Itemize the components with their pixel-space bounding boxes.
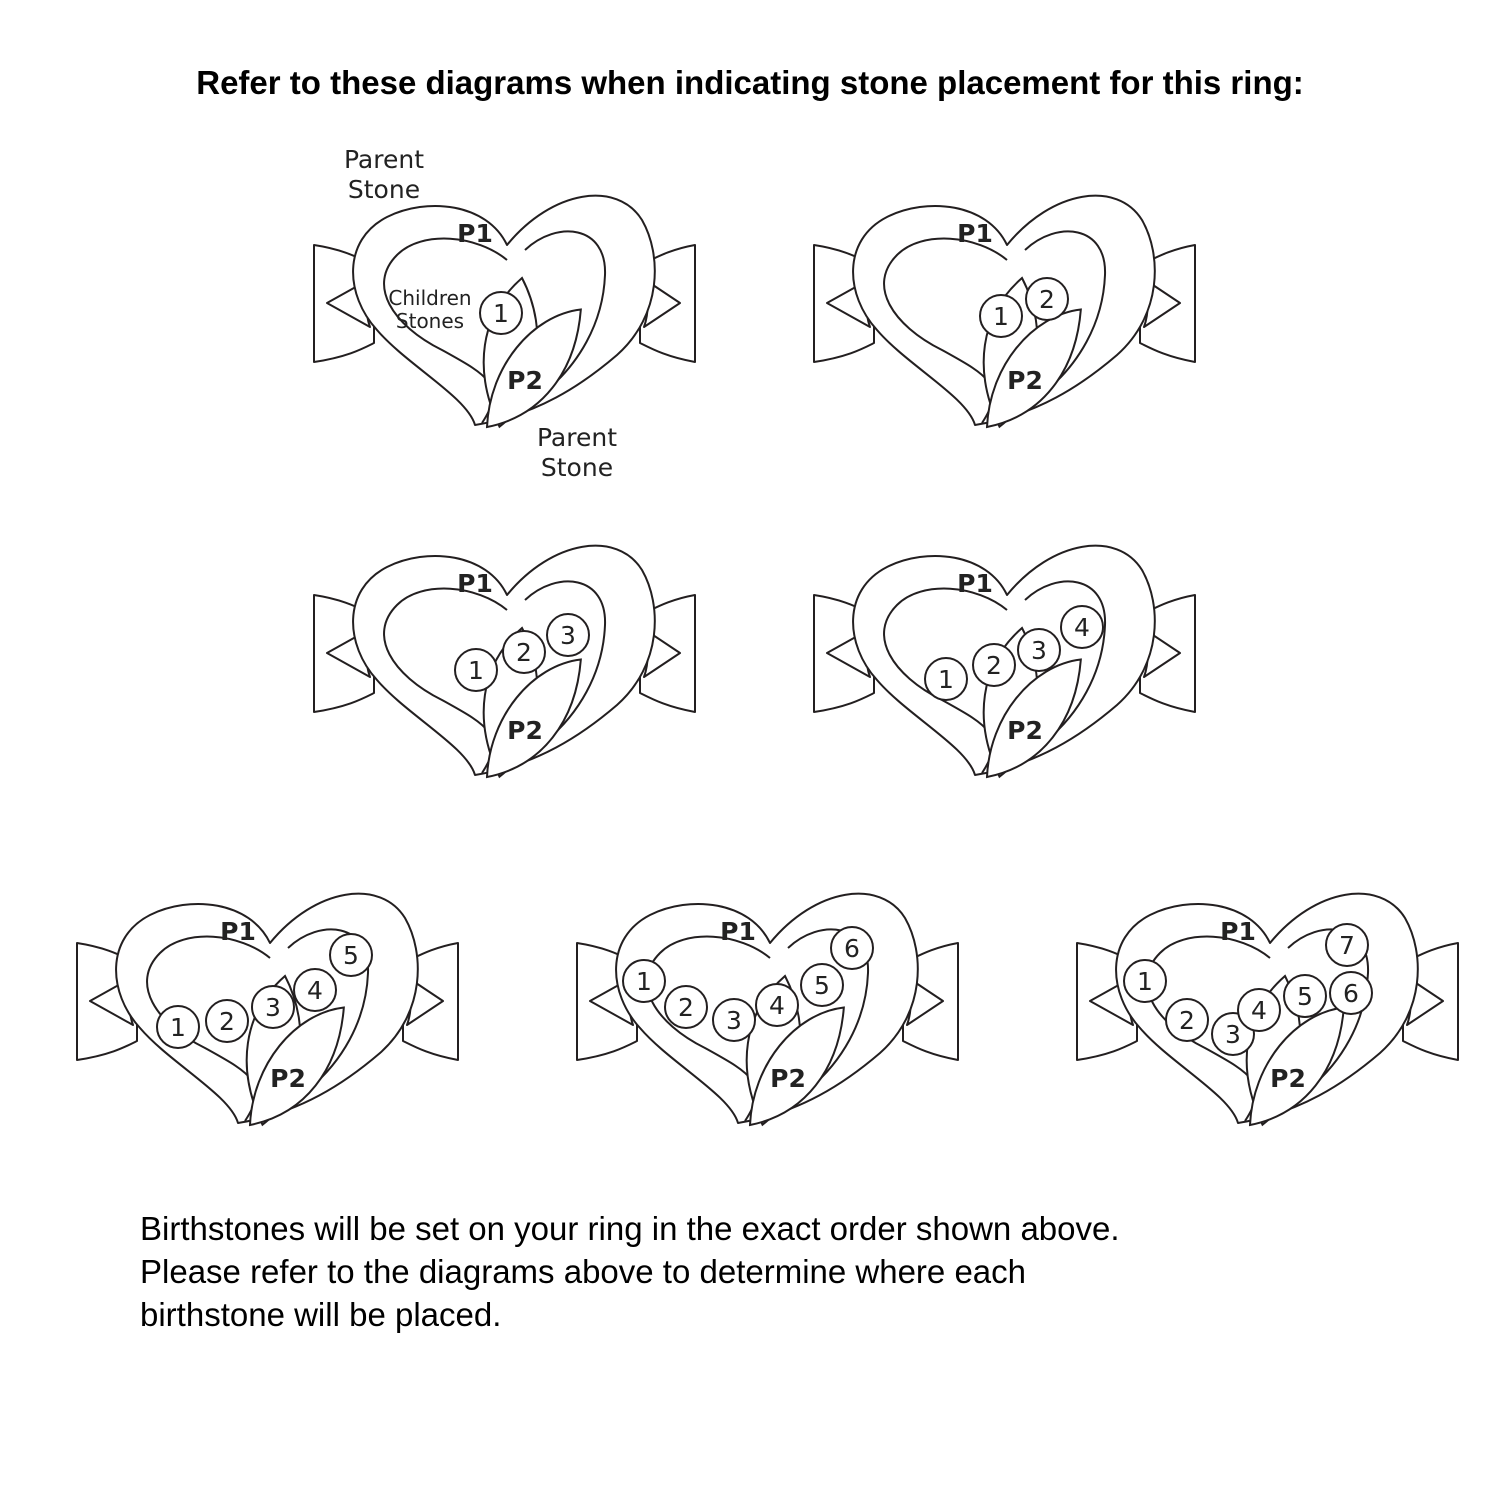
child-stone-5 — [1284, 975, 1326, 1017]
child-stone-2-label: 2 — [1179, 1006, 1195, 1035]
child-stone-2 — [1026, 278, 1068, 320]
child-stone-4-label: 4 — [769, 991, 785, 1020]
child-stone-7 — [1326, 924, 1368, 966]
parent-stone-bottom-label: P2 — [1270, 1064, 1306, 1093]
child-stone-1-label: 1 — [938, 665, 954, 694]
child-stone-6-label: 6 — [1343, 979, 1359, 1008]
ring-diagram-6 — [577, 894, 958, 1138]
ring-diagram-2 — [814, 196, 1195, 440]
parent-stone-bottom-label: P2 — [770, 1064, 806, 1093]
child-stone-1-label: 1 — [993, 302, 1009, 331]
child-stone-3-label: 3 — [1225, 1020, 1241, 1049]
parent-stone-top-label: P1 — [957, 219, 993, 248]
child-stone-1 — [455, 649, 497, 691]
ring-diagram-7 — [1077, 894, 1458, 1138]
parent-stone-bottom-label: P2 — [270, 1064, 306, 1093]
child-stone-3 — [547, 614, 589, 656]
footer-line-3: birthstone will be placed. — [140, 1296, 502, 1333]
ring-diagram-5 — [77, 894, 458, 1138]
parent-stone-top-label: P1 — [720, 917, 756, 946]
child-stone-1 — [623, 960, 665, 1002]
children-stones-label-line1: Children — [388, 286, 472, 310]
child-stone-2-label: 2 — [516, 638, 532, 667]
child-stone-2 — [206, 1000, 248, 1042]
parent-stone-label-bottom-line1: Parent — [536, 423, 618, 452]
parent-stone-label-bottom-line2: Stone — [540, 453, 614, 482]
child-stone-5 — [330, 934, 372, 976]
child-stone-1-label: 1 — [493, 299, 509, 328]
child-stone-4 — [1061, 606, 1103, 648]
ring-diagram-4 — [814, 546, 1195, 790]
parent-stone-label-top-line1: Parent — [343, 145, 425, 174]
child-stone-1-label: 1 — [1137, 967, 1153, 996]
parent-stone-bottom-label: P2 — [1007, 366, 1043, 395]
parent-stone-top-label: P1 — [220, 917, 256, 946]
child-stone-1 — [480, 292, 522, 334]
child-stone-6 — [831, 927, 873, 969]
child-stone-3-label: 3 — [1031, 636, 1047, 665]
child-stone-6-label: 6 — [844, 934, 860, 963]
child-stone-1 — [925, 658, 967, 700]
child-stone-1 — [980, 295, 1022, 337]
child-stone-3-label: 3 — [560, 621, 576, 650]
child-stone-5-label: 5 — [814, 971, 830, 1000]
child-stone-3 — [713, 999, 755, 1041]
child-stone-3-label: 3 — [265, 993, 281, 1022]
child-stone-1-label: 1 — [170, 1013, 186, 1042]
child-stone-1-label: 1 — [468, 656, 484, 685]
child-stone-2 — [973, 644, 1015, 686]
child-stone-3 — [1018, 629, 1060, 671]
child-stone-7-label: 7 — [1339, 931, 1355, 960]
parent-stone-top-label: P1 — [957, 569, 993, 598]
parent-stone-top-label: P1 — [1220, 917, 1256, 946]
page-heading: Refer to these diagrams when indicating stone placement for this ring: — [196, 64, 1304, 101]
parent-stone-bottom-label: P2 — [507, 716, 543, 745]
child-stone-3 — [252, 986, 294, 1028]
child-stone-4-label: 4 — [1074, 613, 1090, 642]
child-stone-5-label: 5 — [1297, 982, 1313, 1011]
parent-stone-bottom-label: P2 — [507, 366, 543, 395]
child-stone-2-label: 2 — [219, 1007, 235, 1036]
ring-diagram-1 — [314, 196, 695, 440]
footer-line-2: Please refer to the diagrams above to determine where each — [140, 1253, 1027, 1290]
child-stone-1-label: 1 — [636, 967, 652, 996]
child-stone-5-label: 5 — [343, 941, 359, 970]
child-stone-4 — [1238, 989, 1280, 1031]
child-stone-3-label: 3 — [726, 1006, 742, 1035]
footer-note — [140, 1207, 1440, 1336]
parent-stone-top-label: P1 — [457, 219, 493, 248]
child-stone-2 — [1166, 999, 1208, 1041]
child-stone-6 — [1330, 972, 1372, 1014]
child-stone-2-label: 2 — [678, 993, 694, 1022]
child-stone-2 — [665, 986, 707, 1028]
child-stone-1 — [1124, 960, 1166, 1002]
footer-line-1: Birthstones will be set on your ring in the exact order shown above. — [140, 1210, 1120, 1247]
parent-stone-top-label: P1 — [457, 569, 493, 598]
child-stone-4 — [294, 969, 336, 1011]
parent-stone-label-top-line2: Stone — [347, 175, 421, 204]
child-stone-2-label: 2 — [1039, 285, 1055, 314]
child-stone-2-label: 2 — [986, 651, 1002, 680]
parent-stone-bottom-label: P2 — [1007, 716, 1043, 745]
ring-diagram-3 — [314, 546, 695, 790]
child-stone-5 — [801, 964, 843, 1006]
child-stone-1 — [157, 1006, 199, 1048]
children-stones-label-line2: Stones — [395, 309, 465, 333]
child-stone-2 — [503, 631, 545, 673]
child-stone-4 — [756, 984, 798, 1026]
child-stone-4-label: 4 — [1251, 996, 1267, 1025]
child-stone-4-label: 4 — [307, 976, 323, 1005]
